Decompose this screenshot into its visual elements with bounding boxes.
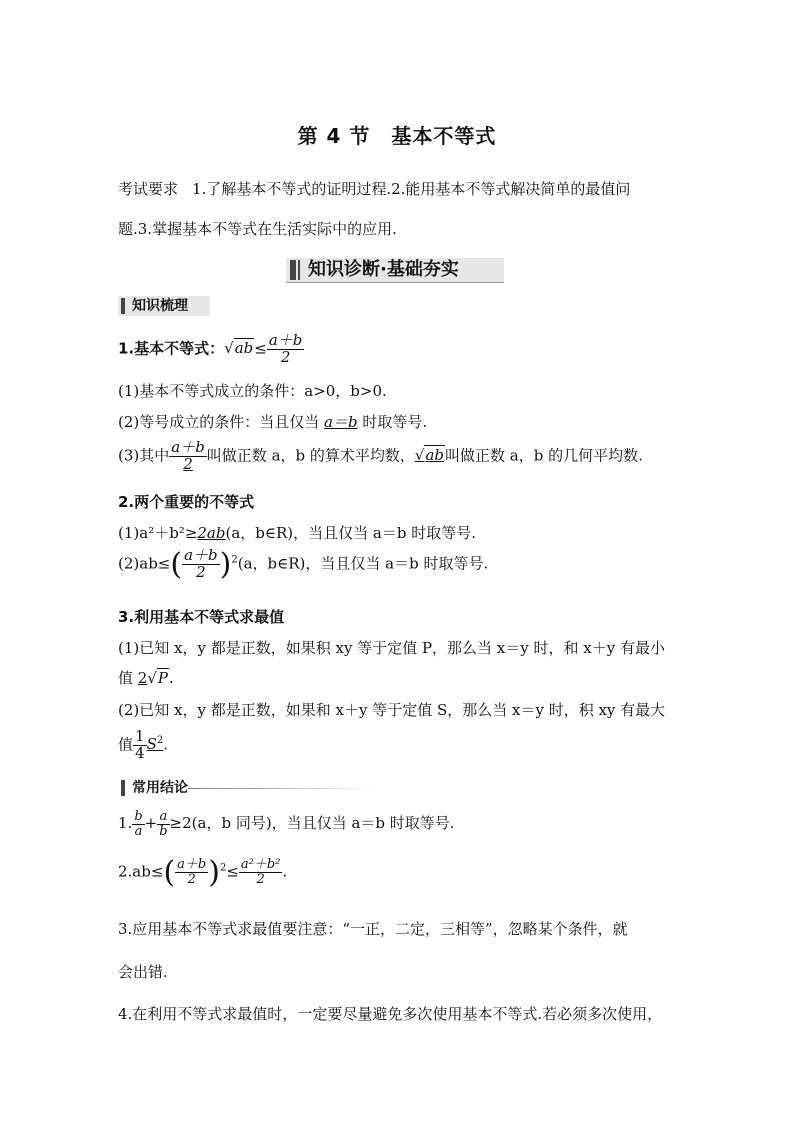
- banner-bar-icon: [290, 260, 296, 280]
- item2-line-2: [118, 547, 488, 582]
- requirements-label: 考试要求: [118, 180, 179, 198]
- subhead-knowledge: [118, 296, 210, 316]
- c3-radicand: ab: [425, 446, 444, 465]
- banner-text: 知识诊断·基础夯实: [308, 259, 459, 280]
- le-symbol: ≤: [254, 339, 267, 358]
- c3-fraction: [169, 440, 207, 473]
- c3-numerator: a＋b: [171, 438, 205, 456]
- cc1-suffix: ≥2(a，b 同号)，当且仅当 a＝b 时取等号.: [169, 814, 455, 833]
- c2-prefix: (2)等号成立的条件：当且仅当: [118, 413, 325, 431]
- subhead-bar-icon: [121, 298, 125, 314]
- c3-denominator: 2: [183, 454, 193, 473]
- conclusion-1: [118, 810, 455, 838]
- subhead-conclusions: [118, 778, 278, 798]
- i2-l2-fraction: [182, 548, 220, 581]
- p2-s: S: [146, 735, 157, 754]
- conclusion-2: [118, 855, 287, 890]
- c3-suffix: 叫做正数 a，b 的几何平均数.: [445, 446, 643, 465]
- p1-radicand: P: [157, 669, 168, 687]
- i2-l1-prefix: (1)a²＋b²≥: [118, 524, 198, 542]
- right-paren: ): [219, 547, 232, 582]
- p1-prefix: 值: [118, 669, 138, 687]
- cc1-n2: a: [157, 810, 169, 825]
- subhead-conclusions-text: 常用结论: [132, 780, 188, 796]
- item1-label: 1.基本不等式：: [118, 339, 225, 358]
- banner-bar-thin-icon: [298, 260, 300, 280]
- cc1-frac-b-a: [132, 810, 144, 838]
- item3-p2-line-2: [118, 729, 168, 762]
- p1-sqrt: √P: [147, 669, 168, 687]
- p1-answer: [138, 669, 169, 687]
- c2-suffix: 时取等号.: [357, 413, 428, 431]
- i2-l2-numerator: a＋b: [184, 546, 218, 565]
- item3-label: 3.利用基本不等式求最值: [118, 608, 285, 626]
- p2-denominator: 4: [135, 743, 145, 762]
- p2-dot: .: [163, 735, 168, 754]
- conclusion-3-line-1: 3.应用基本不等式求最值要注意：“一正，二定，三相等”，忽略某个条件，就: [118, 920, 628, 938]
- requirements-line-2: 题.3.掌握基本不等式在生活实际中的应用.: [118, 220, 397, 238]
- cc2-le: ≤: [226, 862, 239, 881]
- i2-l2-denominator: 2: [196, 563, 206, 581]
- cc2-numerator: a＋b: [177, 857, 207, 873]
- p2-answer: [133, 727, 164, 762]
- requirements-text-1: 1.了解基本不等式的证明过程.2.能用基本不等式解决简单的最值问: [192, 180, 631, 198]
- page-title: 第 4 节 基本不等式: [297, 124, 497, 148]
- requirements-line-1: [118, 178, 630, 199]
- item3-p2-line-1: (2)已知 x，y 都是正数，如果和 x＋y 等于定值 S，那么当 x＝y 时，积 xy 有最大: [118, 701, 666, 719]
- p2-numerator: 1: [135, 727, 145, 745]
- i2-l1-underlined: 2ab: [197, 524, 226, 542]
- cc2-left-paren: (: [163, 855, 176, 890]
- section-banner: [286, 258, 504, 283]
- cc2-fraction: [175, 858, 208, 886]
- cc1-plus: +: [144, 814, 158, 833]
- cc1-prefix: 1.: [118, 814, 133, 833]
- item3-p1-line-2: [118, 667, 174, 688]
- subhead-knowledge-text: 知识梳理: [132, 298, 188, 314]
- item1-formula: [118, 333, 304, 366]
- cc2-denominator: 2: [187, 872, 196, 887]
- c3-prefix: (3)其中: [118, 446, 170, 465]
- cc2-exponent: 2: [219, 862, 227, 874]
- cc2-right-paren: ): [208, 855, 220, 890]
- p2-fraction: [133, 729, 147, 762]
- i2-l2-prefix: (2)ab≤: [118, 554, 171, 573]
- p2-prefix: 值: [118, 735, 134, 754]
- fraction-a-plus-b-over-2: [267, 333, 305, 366]
- cc1-n1: b: [134, 809, 143, 824]
- denominator: 2: [280, 347, 291, 366]
- p2-s-exponent: 2: [156, 735, 164, 747]
- left-paren: (: [170, 547, 183, 582]
- subhead2-rule: [188, 788, 378, 789]
- conclusion-3-line-2: 会出错.: [118, 963, 168, 981]
- item2-label: 2.两个重要的不等式: [118, 493, 255, 511]
- cc2-denominator-2: 2: [256, 872, 265, 887]
- i2-l2-suffix: (a，b∈R)，当且仅当 a＝b 时取等号.: [237, 554, 489, 573]
- cc1-frac-a-b: [157, 810, 169, 838]
- subhead2-bar-icon: [121, 780, 125, 796]
- cc1-d1: a: [134, 823, 143, 839]
- cc2-suffix: .: [282, 862, 288, 881]
- sqrt-ab: √ab: [224, 339, 254, 358]
- c3-middle: 叫做正数 a，b 的算术平均数，: [206, 446, 415, 465]
- c2-underlined: a＝b: [324, 413, 358, 431]
- radicand: ab: [234, 339, 254, 358]
- cc2-fraction-2: [239, 858, 283, 886]
- c3-sqrt: √ab: [414, 446, 444, 465]
- numerator: a＋b: [268, 331, 303, 349]
- cc2-prefix: 2.ab≤: [118, 862, 164, 881]
- cc2-numerator-2: a²＋b²: [240, 857, 281, 873]
- cc1-d2: b: [159, 823, 168, 839]
- item1-condition-1: (1)基本不等式成立的条件：a>0，b>0.: [118, 382, 387, 400]
- i2-l2-exponent: 2: [231, 554, 238, 566]
- p1-suffix: .: [168, 669, 174, 687]
- item3-p1-line-1: (1)已知 x，y 都是正数，如果积 xy 等于定值 P，那么当 x＝y 时，和 x＋y 有最小: [118, 639, 665, 657]
- i2-l1-suffix: (a，b∈R)，当且仅当 a＝b 时取等号.: [225, 524, 476, 542]
- conclusion-4-line-1: 4.在利用不等式求最值时，一定要尽量避免多次使用基本不等式.若必须多次使用，: [118, 1005, 663, 1023]
- p1-coef: 2: [137, 669, 148, 687]
- item1-condition-2: [118, 411, 427, 432]
- item2-line-1: [118, 522, 476, 543]
- item1-condition-3: [118, 440, 643, 473]
